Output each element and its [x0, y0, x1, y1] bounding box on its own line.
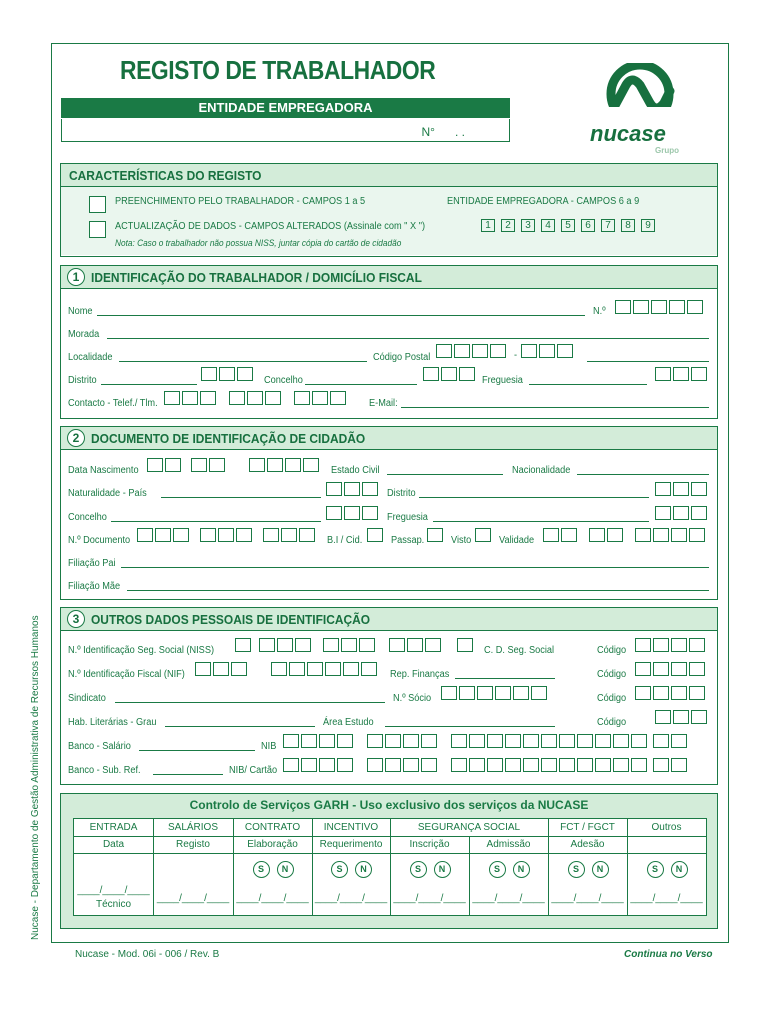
sim-option[interactable]: S — [647, 861, 664, 878]
contacto-label: Contacto - Telef./ Tlm. — [68, 398, 158, 409]
nib-cell[interactable] — [631, 734, 647, 748]
section-3 — [60, 607, 718, 785]
documento-cell[interactable] — [155, 528, 171, 542]
field-digit-box[interactable]: 5 — [561, 219, 575, 232]
section-title: OUTROS DADOS PESSOAIS DE IDENTIFICAÇÃO — [91, 612, 371, 627]
pais-cell[interactable] — [326, 482, 342, 496]
nib-cell[interactable] — [337, 734, 353, 748]
rep-financas-line[interactable] — [455, 678, 555, 679]
data-nascimento-label: Data Nascimento — [68, 465, 139, 476]
nao-option[interactable]: N — [355, 861, 372, 878]
telef-cell[interactable] — [330, 391, 346, 405]
table-subhead: Inscrição — [409, 839, 450, 850]
logo-text: nucase — [590, 121, 666, 146]
data-cell[interactable] — [303, 458, 319, 472]
codigo-postal-label: Código Postal — [373, 352, 431, 363]
codigo-cell[interactable] — [671, 638, 687, 652]
data-cell[interactable] — [249, 458, 265, 472]
sim-option[interactable]: S — [253, 861, 270, 878]
section-1 — [60, 265, 718, 419]
freguesia-line[interactable] — [433, 521, 649, 522]
nib-cell[interactable] — [653, 734, 669, 748]
concelho-cell[interactable] — [326, 506, 342, 520]
codigo-cell[interactable] — [689, 686, 705, 700]
distrito-line[interactable] — [101, 384, 197, 385]
banco-salario-line[interactable] — [139, 750, 255, 751]
table-subhead: Admissão — [486, 839, 531, 850]
field-digit-box[interactable]: 8 — [621, 219, 635, 232]
table-subhead: Data — [102, 839, 125, 850]
nib-cell[interactable] — [671, 734, 687, 748]
concelho-cell[interactable] — [441, 367, 457, 381]
niss-cell[interactable] — [295, 638, 311, 652]
codigo-label: Código — [597, 693, 627, 704]
nao-option[interactable]: N — [434, 861, 451, 878]
opt1-label: PREENCHIMENTO PELO TRABALHADOR - CAMPOS 1 a 5 — [115, 196, 366, 207]
table-subhead: Requerimento — [319, 839, 383, 850]
nib-cell[interactable] — [541, 734, 557, 748]
nif-cell[interactable] — [361, 662, 377, 676]
codigo-cell[interactable] — [689, 662, 705, 676]
validade-cell[interactable] — [653, 528, 669, 542]
section-caracteristicas — [60, 163, 718, 257]
email-line[interactable] — [401, 407, 709, 408]
n-cell[interactable] — [669, 300, 685, 314]
table-subhead: Elaboração — [247, 839, 298, 850]
freguesia-line[interactable] — [529, 384, 647, 385]
codigo-postal-cell[interactable] — [472, 344, 488, 358]
nib-cartao-cell[interactable] — [631, 758, 647, 772]
telef-cell[interactable] — [312, 391, 328, 405]
table-subhead: Adesão — [570, 839, 605, 850]
niss-cell[interactable] — [235, 638, 251, 652]
filiacao-pai-label: Filiação Pai — [68, 558, 116, 569]
area-line[interactable] — [385, 726, 555, 727]
nib-cartao-cell[interactable] — [319, 758, 335, 772]
field-digit-box[interactable]: 3 — [521, 219, 535, 232]
nib-cartao-cell[interactable] — [671, 758, 687, 772]
validade-cell[interactable] — [635, 528, 651, 542]
distrito-line[interactable] — [419, 497, 649, 498]
table-subhead: Registo — [176, 839, 210, 850]
note: Nota: Caso o trabalhador não possua NISS, juntar cópia do cartão de cidadão — [115, 238, 402, 248]
codigo-cell[interactable] — [671, 662, 687, 676]
visto-checkbox[interactable] — [475, 528, 491, 542]
nib-cell[interactable] — [505, 734, 521, 748]
table-head: Outros — [651, 822, 682, 833]
n-cell[interactable] — [651, 300, 667, 314]
codigo-cell[interactable] — [671, 686, 687, 700]
sim-option[interactable]: S — [568, 861, 585, 878]
nif-cell[interactable] — [307, 662, 323, 676]
nif-label: N.º Identificação Fiscal (NIF) — [68, 669, 185, 680]
freguesia-cell[interactable] — [655, 506, 671, 520]
n-cell[interactable] — [633, 300, 649, 314]
banco-sub-label: Banco - Sub. Ref. — [68, 765, 141, 776]
nib-cartao-cell[interactable] — [451, 758, 467, 772]
side-department-text: Nucase - Departamento de Gestão Administrativa de Recursos Humanos — [30, 615, 41, 940]
nib-cartao-cell[interactable] — [283, 758, 299, 772]
nib-cartao-cell[interactable] — [653, 758, 669, 772]
sindicato-line[interactable] — [115, 702, 385, 703]
concelho-cell[interactable] — [459, 367, 475, 381]
morada-label: Morada — [68, 329, 100, 340]
n-cell[interactable] — [687, 300, 703, 314]
section-number: 2 — [67, 429, 85, 447]
nib-cell[interactable] — [403, 734, 419, 748]
nome-line[interactable] — [97, 315, 585, 316]
niss-cell[interactable] — [341, 638, 357, 652]
codigo-cell[interactable] — [673, 710, 689, 724]
codigo-postal-cell[interactable] — [557, 344, 573, 358]
opt2-label: ACTUALIZAÇÃO DE DADOS - CAMPOS ALTERADOS (Assinale com " X ") — [115, 221, 426, 232]
nib-cartao-cell[interactable] — [505, 758, 521, 772]
localidade-line[interactable] — [119, 361, 367, 362]
documento-cell[interactable] — [200, 528, 216, 542]
socio-cell[interactable] — [495, 686, 511, 700]
nib-cartao-cell[interactable] — [487, 758, 503, 772]
nib-cell[interactable] — [421, 734, 437, 748]
freguesia-cell[interactable] — [673, 367, 689, 381]
section-title: DOCUMENTO DE IDENTIFICAÇÃO DE CIDADÃO — [91, 431, 366, 446]
codigo-label: Código — [597, 669, 627, 680]
nif-cell[interactable] — [271, 662, 287, 676]
banco-sub-line[interactable] — [153, 774, 223, 775]
freguesia-label: Freguesia — [387, 512, 428, 523]
nib-cartao-cell[interactable] — [403, 758, 419, 772]
socio-cell[interactable] — [531, 686, 547, 700]
freguesia-cell[interactable] — [691, 506, 707, 520]
date-field[interactable]: ____/____/____ — [551, 893, 624, 904]
section-number: 1 — [67, 268, 85, 286]
codigo-postal-dash: - — [514, 350, 518, 361]
nib-cell[interactable] — [559, 734, 575, 748]
concelho-cell[interactable] — [423, 367, 439, 381]
estado-civil-line[interactable] — [387, 474, 503, 475]
niss-cell[interactable] — [425, 638, 441, 652]
field-digit-box[interactable]: 6 — [581, 219, 595, 232]
niss-cell[interactable] — [407, 638, 423, 652]
filiacao-pai-line[interactable] — [121, 567, 709, 568]
codigo-cell[interactable] — [653, 686, 669, 700]
codigo-cell[interactable] — [653, 662, 669, 676]
logo-sub: Grupo — [655, 146, 679, 155]
distrito-cell[interactable] — [691, 482, 707, 496]
data-cell[interactable] — [191, 458, 207, 472]
concelho-cell[interactable] — [344, 506, 360, 520]
controlo-table — [73, 818, 707, 916]
socio-cell[interactable] — [459, 686, 475, 700]
data-cell[interactable] — [147, 458, 163, 472]
codigo-cell[interactable] — [635, 686, 651, 700]
concelho-label: Concelho — [68, 512, 107, 523]
sindicato-label: Sindicato — [68, 693, 106, 704]
documento-cell[interactable] — [173, 528, 189, 542]
niss-cell[interactable] — [259, 638, 275, 652]
nib-cell[interactable] — [613, 734, 629, 748]
nib-cartao-cell[interactable] — [301, 758, 317, 772]
pais-cell[interactable] — [362, 482, 378, 496]
nib-cartao-cell[interactable] — [337, 758, 353, 772]
section-title: CARACTERÍSTICAS DO REGISTO — [69, 168, 262, 183]
codigo-label: Código — [597, 645, 627, 656]
concelho-label: Concelho — [264, 375, 303, 386]
sim-option[interactable]: S — [410, 861, 427, 878]
opt1b-label: ENTIDADE EMPREGADORA - CAMPOS 6 a 9 — [447, 196, 640, 207]
validade-cell[interactable] — [543, 528, 559, 542]
codigo-postal-cell[interactable] — [539, 344, 555, 358]
nif-cell[interactable] — [195, 662, 211, 676]
field-digit-box[interactable]: 7 — [601, 219, 615, 232]
nib-cartao-cell[interactable] — [541, 758, 557, 772]
nacionalidade-label: Nacionalidade — [512, 465, 571, 476]
niss-cell[interactable] — [277, 638, 293, 652]
nib-cell[interactable] — [451, 734, 467, 748]
nib-cell[interactable] — [283, 734, 299, 748]
documento-cell[interactable] — [263, 528, 279, 542]
date-field[interactable]: ____/____/____ — [236, 893, 309, 904]
field-digits — [481, 219, 661, 233]
table-head: SEGURANÇA SOCIAL — [417, 822, 521, 833]
data-cell[interactable] — [267, 458, 283, 472]
field-digit-box[interactable]: 9 — [641, 219, 655, 232]
nib-cartao-cell[interactable] — [469, 758, 485, 772]
nao-option[interactable]: N — [277, 861, 294, 878]
bi-checkbox[interactable] — [367, 528, 383, 542]
validade-cell[interactable] — [589, 528, 605, 542]
data-cell[interactable] — [165, 458, 181, 472]
nome-label: Nome — [68, 306, 93, 317]
date-field[interactable]: ____/____/____ — [472, 893, 545, 904]
filiacao-mae-label: Filiação Mãe — [68, 581, 121, 592]
nib-cell[interactable] — [319, 734, 335, 748]
nib-label: NIB — [261, 741, 277, 752]
codigo-cell[interactable] — [689, 638, 705, 652]
documento-cell[interactable] — [299, 528, 315, 542]
nib-cell[interactable] — [469, 734, 485, 748]
niss-cell[interactable] — [359, 638, 375, 652]
freguesia-cell[interactable] — [673, 506, 689, 520]
date-field[interactable]: ____/____/____ — [156, 893, 230, 904]
freguesia-cell[interactable] — [655, 367, 671, 381]
niss-cell[interactable] — [389, 638, 405, 652]
telef-cell[interactable] — [200, 391, 216, 405]
telef-cell[interactable] — [294, 391, 310, 405]
documento-cell[interactable] — [218, 528, 234, 542]
nib-cartao-cell[interactable] — [595, 758, 611, 772]
passap-checkbox[interactable] — [427, 528, 443, 542]
concelho-line[interactable] — [305, 384, 417, 385]
codigo-cell[interactable] — [635, 638, 651, 652]
nib-cell[interactable] — [487, 734, 503, 748]
telef-cell[interactable] — [265, 391, 281, 405]
field-digit-box[interactable]: 2 — [501, 219, 515, 232]
nib-cartao-cell[interactable] — [385, 758, 401, 772]
section-2 — [60, 426, 718, 600]
section-header — [61, 164, 717, 187]
footer-right: Continua no Verso — [624, 949, 713, 960]
codigo-cell[interactable] — [653, 638, 669, 652]
entidade-bar: ENTIDADE EMPREGADORA — [61, 98, 510, 118]
codigo-postal-cell[interactable] — [436, 344, 452, 358]
distrito-label: Distrito — [68, 375, 97, 386]
nib-cartao-label: NIB/ Cartão — [229, 765, 278, 776]
validade-cell[interactable] — [689, 528, 705, 542]
nib-cell[interactable] — [577, 734, 593, 748]
n-cell[interactable] — [615, 300, 631, 314]
codigo-cell[interactable] — [635, 662, 651, 676]
estado-civil-label: Estado Civil — [331, 465, 380, 476]
nif-cell[interactable] — [289, 662, 305, 676]
tecnico-label: Técnico — [95, 899, 131, 910]
distrito-label: Distrito — [387, 488, 416, 499]
table-head: FCT / FGCT — [560, 822, 615, 833]
footer-left: Nucase - Mod. 06i - 006 / Rev. B — [75, 949, 220, 960]
pais-cell[interactable] — [344, 482, 360, 496]
rep-financas-label: Rep. Finanças — [390, 669, 450, 680]
date-field[interactable]: ____/____/____ — [630, 893, 703, 904]
codigo-postal-line[interactable] — [587, 361, 709, 362]
validade-label: Validade — [499, 535, 535, 546]
table-head: CONTRATO — [244, 822, 301, 833]
bi-label: B.I / Cid. — [327, 535, 363, 546]
nif-cell[interactable] — [343, 662, 359, 676]
nib-cell[interactable] — [523, 734, 539, 748]
nib-cell[interactable] — [385, 734, 401, 748]
data-cell[interactable] — [209, 458, 225, 472]
codigo-cell[interactable] — [655, 710, 671, 724]
table-head: ENTRADA — [89, 822, 138, 833]
nucase-logo-icon — [592, 63, 688, 125]
telef-cell[interactable] — [247, 391, 263, 405]
passap-label: Passap. — [391, 535, 425, 546]
nib-cartao-cell[interactable] — [559, 758, 575, 772]
freguesia-label: Freguesia — [482, 375, 523, 386]
documento-cell[interactable] — [137, 528, 153, 542]
freguesia-cell[interactable] — [691, 367, 707, 381]
n-documento-label: N.º Documento — [68, 535, 131, 546]
date-field[interactable]: ____/____/____ — [314, 893, 388, 904]
sim-option[interactable]: S — [331, 861, 348, 878]
concelho-line[interactable] — [111, 521, 321, 522]
naturalidade-line[interactable] — [161, 497, 321, 498]
codigo-postal-cell[interactable] — [490, 344, 506, 358]
visto-label: Visto — [451, 535, 472, 546]
distrito-cell[interactable] — [201, 367, 217, 381]
codigo-postal-cell[interactable] — [454, 344, 470, 358]
telef-cell[interactable] — [229, 391, 245, 405]
entidade-row[interactable] — [61, 119, 510, 142]
table-head: SALÁRIOS — [167, 822, 219, 833]
hab-line[interactable] — [165, 726, 315, 727]
sim-option[interactable]: S — [489, 861, 506, 878]
nao-option[interactable]: N — [592, 861, 609, 878]
nib-cell[interactable] — [367, 734, 383, 748]
preenchimento-checkbox[interactable] — [89, 196, 106, 213]
morada-line[interactable] — [107, 338, 709, 339]
codigo-cell[interactable] — [691, 710, 707, 724]
table-head: INCENTIVO — [323, 822, 379, 833]
entidade-number-label: N° . . — [421, 125, 465, 139]
validade-cell[interactable] — [607, 528, 623, 542]
telef-cell[interactable] — [164, 391, 180, 405]
codigo-postal-cell[interactable] — [521, 344, 537, 358]
distrito-cell[interactable] — [219, 367, 235, 381]
field-digit-box[interactable]: 4 — [541, 219, 555, 232]
email-label: E-Mail: — [369, 398, 398, 409]
socio-cell[interactable] — [477, 686, 493, 700]
n-label: N.º — [593, 306, 606, 317]
niss-cell[interactable] — [323, 638, 339, 652]
date-field[interactable]: ____/____/____ — [77, 885, 150, 896]
nib-cartao-cell[interactable] — [577, 758, 593, 772]
field-digit-box[interactable]: 1 — [481, 219, 495, 232]
socio-cell[interactable] — [513, 686, 529, 700]
documento-cell[interactable] — [281, 528, 297, 542]
distrito-cell[interactable] — [673, 482, 689, 496]
nao-option[interactable]: N — [513, 861, 530, 878]
validade-cell[interactable] — [671, 528, 687, 542]
nif-cell[interactable] — [325, 662, 341, 676]
validade-cell[interactable] — [561, 528, 577, 542]
actualizacao-checkbox[interactable] — [89, 221, 106, 238]
nib-cell[interactable] — [301, 734, 317, 748]
controlo-title: Controlo de Serviços GARH - Uso exclusivo dos serviços da NUCASE — [189, 798, 589, 812]
cd-seg-label: C. D. Seg. Social — [484, 645, 555, 656]
nib-cartao-cell[interactable] — [523, 758, 539, 772]
niss-label: N.º Identificação Seg. Social (NISS) — [68, 645, 215, 656]
section-number: 3 — [67, 610, 85, 628]
socio-cell[interactable] — [441, 686, 457, 700]
telef-cell[interactable] — [182, 391, 198, 405]
page-title: REGISTO DE TRABALHADOR — [120, 55, 436, 85]
hab-label: Hab. Literárias - Grau — [68, 717, 157, 728]
banco-salario-label: Banco - Salário — [68, 741, 131, 752]
nib-cartao-cell[interactable] — [421, 758, 437, 772]
section-title: IDENTIFICAÇÃO DO TRABALHADOR / DOMICÍLIO FISCAL — [91, 270, 422, 285]
naturalidade-label: Naturalidade - País — [68, 488, 147, 499]
filiacao-mae-line[interactable] — [127, 590, 709, 591]
nib-cartao-cell[interactable] — [367, 758, 383, 772]
niss-cell[interactable] — [457, 638, 473, 652]
nao-option[interactable]: N — [671, 861, 688, 878]
date-field[interactable]: ____/____/____ — [393, 893, 466, 904]
localidade-label: Localidade — [68, 352, 113, 363]
nib-cell[interactable] — [595, 734, 611, 748]
nif-cell[interactable] — [213, 662, 229, 676]
area-label: Área Estudo — [323, 717, 374, 728]
nacionalidade-line[interactable] — [577, 474, 709, 475]
nib-cartao-cell[interactable] — [613, 758, 629, 772]
nif-cell[interactable] — [231, 662, 247, 676]
documento-cell[interactable] — [236, 528, 252, 542]
codigo-label: Código — [597, 717, 627, 728]
n-socio-label: N.º Sócio — [393, 693, 432, 704]
data-cell[interactable] — [285, 458, 301, 472]
concelho-cell[interactable] — [362, 506, 378, 520]
distrito-cell[interactable] — [655, 482, 671, 496]
distrito-cell[interactable] — [237, 367, 253, 381]
